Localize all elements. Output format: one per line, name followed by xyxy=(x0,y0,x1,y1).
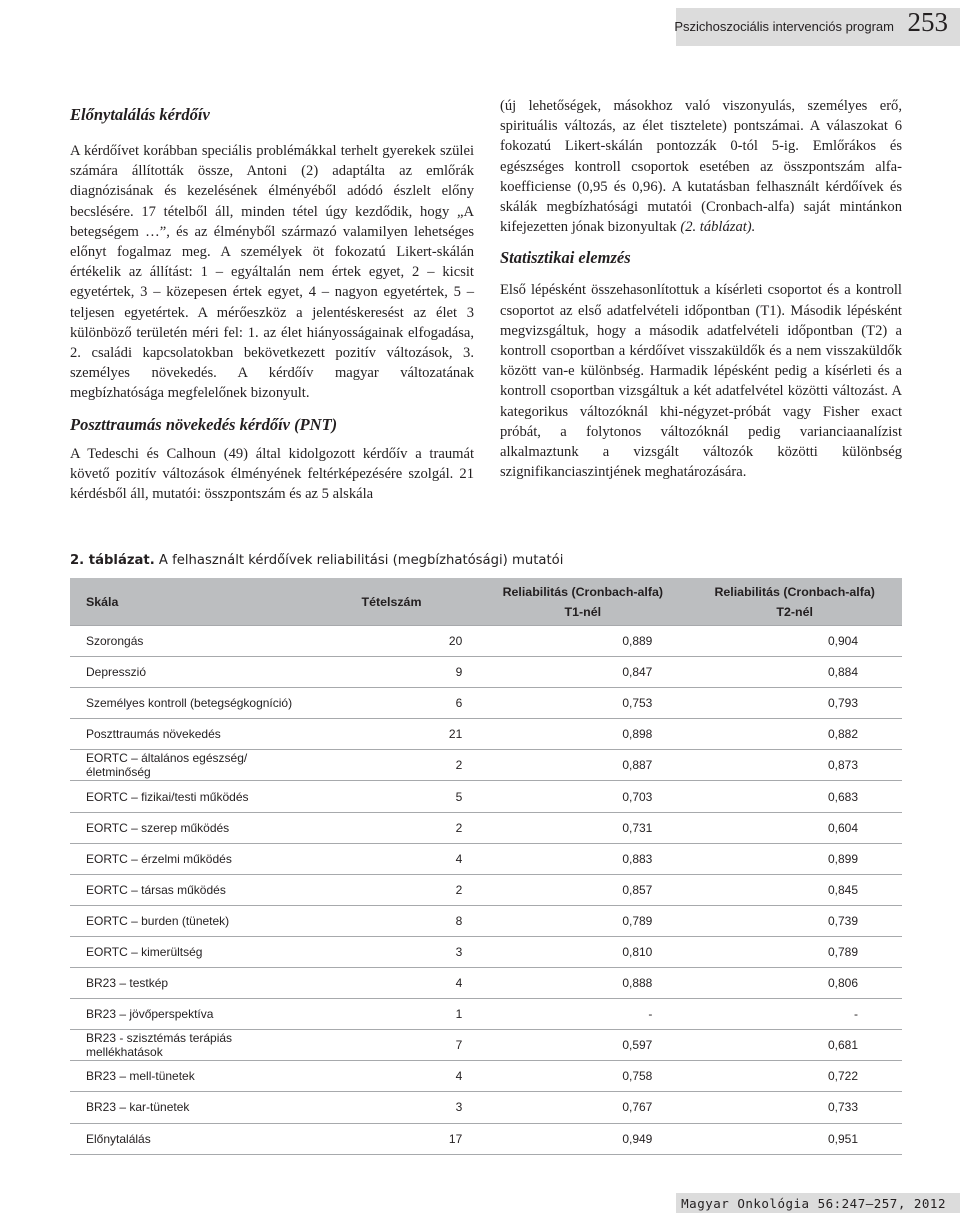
table-row xyxy=(70,999,902,1030)
section-heading-pnt: Poszttraumás növekedés kérdőív (PNT) xyxy=(70,414,338,434)
table-row xyxy=(70,812,902,843)
table-body xyxy=(70,626,902,1155)
table-row xyxy=(70,905,902,936)
cell-t1: 0,789 xyxy=(622,913,653,928)
header-scale: Skála xyxy=(86,594,119,609)
table-header xyxy=(70,578,902,626)
reliability-table-wrap xyxy=(70,578,902,1155)
cell-items: 1 xyxy=(455,1007,463,1022)
cell-t2: 0,683 xyxy=(827,789,858,804)
header-items: Tételszám xyxy=(361,594,422,609)
table-row xyxy=(70,781,902,812)
cell-items: 4 xyxy=(455,1069,463,1084)
cell-t2: 0,904 xyxy=(827,634,858,649)
body-paragraph: Első lépésként összehasonlítottuk a kísérleti csoportot és a kontroll csoportot az első adatfelvételi időpontban (T1). Második lépésként megvizsgáltuk, hogy a második adatfelvételi időpontban (T2) a kontroll csoportban a kérdőívet visszaküldők és a nem visszaküldők között van-e különbség. Harmadik lépésként pedig a kísérleti és a kontroll csoportban vizsgáltuk a két adatfelvétel közötti változást. A kategorikus változóknál khi-négyzet-próbát vagy Fisher exact próbát, a folytonos változóknál pedig varianciaanalízist alkalmaztunk a vizsgált változók közötti különbség szignifikanciaszintjének meghatározására. xyxy=(500,282,902,481)
cell-scale: EORTC – fizikai/testi működés xyxy=(86,789,249,804)
cell-t2: 0,681 xyxy=(827,1038,858,1053)
table-row xyxy=(70,750,902,781)
cell-t1: 0,810 xyxy=(622,944,653,959)
cell-items: 7 xyxy=(455,1038,463,1053)
cell-t2: 0,806 xyxy=(827,976,858,991)
running-title: Pszichoszociális intervenciós program xyxy=(674,19,894,34)
cell-items: 17 xyxy=(448,1131,463,1146)
cell-t1: 0,597 xyxy=(622,1038,653,1053)
cell-t2: 0,845 xyxy=(827,882,858,897)
cell-items: 3 xyxy=(455,944,463,959)
cell-scale: EORTC – szerep működés xyxy=(86,820,230,835)
header-t1-line1: Reliabilitás (Cronbach-alfa) xyxy=(502,584,663,599)
table-caption-number: 2. táblázat. xyxy=(70,553,155,568)
cell-t1: 0,889 xyxy=(622,634,653,649)
body-text: (új lehetőségek, másokhoz való viszonyulás, személyes erő, spirituális változás, az élet tisztelete) pontszámai. A válaszokat 6 fokozatú Likert-skálán pontozzák 0-tól 5-ig. Emlőrákos és egészséges kontroll csoportok esetében az összpontszám alfa-koefficiense (0,95 és 0,96). A kutatásban felhasznált kérdőívek és skálák megbízhatósági mutatói (Cronbach-alfa) saját mintánkon kifejezetten jónak bizonyultak xyxy=(500,98,902,236)
cell-scale: BR23 – kar-tünetek xyxy=(86,1100,190,1115)
cell-items: 2 xyxy=(455,820,463,835)
cell-scale: BR23 – mell-tünetek xyxy=(86,1069,195,1084)
cell-scale: Depresszió xyxy=(86,665,147,680)
cell-t1: 0,857 xyxy=(622,882,653,897)
cell-t2: 0,951 xyxy=(827,1131,858,1146)
cell-scale: EORTC – általános egészség/életminőség xyxy=(86,751,248,780)
section-heading-statisztikai: Statisztikai elemzés xyxy=(500,248,631,268)
cell-items: 8 xyxy=(455,913,463,928)
table-row xyxy=(70,968,902,999)
cell-scale: Poszttraumás növekedés xyxy=(86,727,221,742)
cell-items: 4 xyxy=(455,851,463,866)
body-paragraph: A Tedeschi és Calhoun (49) által kidolgozott kérdőív a traumát követő pozitív változások élményének feltérképezésére szolgál. 21 kérdésből áll, mutatói: összpontszám és az 5 alskála xyxy=(70,445,474,503)
table-row xyxy=(70,936,902,967)
table-reference: (2. táblázat). xyxy=(680,219,756,236)
header-t2-line1: Reliabilitás (Cronbach-alfa) xyxy=(714,584,875,599)
cell-t1: - xyxy=(648,1007,653,1022)
journal-citation: Magyar Onkológia 56:247–257, 2012 xyxy=(681,1196,946,1211)
cell-t2: 0,882 xyxy=(827,727,858,742)
cell-t1: 0,847 xyxy=(622,665,653,680)
cell-t1: 0,731 xyxy=(622,820,653,835)
cell-t1: 0,767 xyxy=(622,1100,653,1115)
cell-t1: 0,887 xyxy=(622,758,653,773)
cell-items: 2 xyxy=(455,758,463,773)
reliability-table xyxy=(70,578,902,1155)
table-row xyxy=(70,688,902,719)
table-row xyxy=(70,719,902,750)
cell-t2: - xyxy=(854,1007,858,1022)
table-row xyxy=(70,874,902,905)
cell-scale: EORTC – kimerültség xyxy=(86,944,203,959)
cell-t2: 0,722 xyxy=(827,1069,858,1084)
table-row xyxy=(70,843,902,874)
cell-scale: EORTC – társas működés xyxy=(86,882,226,897)
cell-scale: EORTC – burden (tünetek) xyxy=(86,913,230,928)
table-header-row xyxy=(70,578,902,626)
cell-items: 21 xyxy=(448,727,463,742)
cell-t2: 0,899 xyxy=(827,851,858,866)
body-paragraph xyxy=(500,96,902,237)
body-paragraph: A kérdőívet korábban speciális problémákkal terhelt gyerekek szülei számára állították össze, Antoni (2) adaptálta az emlőrák diagnózisának és kezelésének élményéből adódó észlelt előny becslésére. 17 tételből áll, minden tétel úgy kezdődik, hogy „A betegségem …”, és az élményből származó valamilyen lehetséges előnyt fogalmaz meg. A személyek öt fokozatú Likert-skálán értékelik az állítást: 1 – egyáltalán nem értek egyet, 2 – kicsit egyetértek, 3 – közepesen értek egyet, 4 – nagyon egyetértek, 5 – teljesen egyetértek. A mérőeszköz a jelentéskeresést az élet 3 különböző területén méri fel: 1. az élet hiányosságainak elfogadása, 2. családi kapcsolatokban bekövetkezett pozitív változások, 3. személyes növekedés. A kérdőív magyar változatának megbízhatósága megfelelőnek bizonyult. xyxy=(70,143,474,402)
cell-scale: Személyes kontroll (betegségkogníció) xyxy=(86,696,293,711)
table-row xyxy=(70,626,902,657)
cell-t2: 0,873 xyxy=(827,758,858,773)
section-heading-elonytalalas: Előnytalálás kérdőív xyxy=(70,105,210,124)
cell-t2: 0,884 xyxy=(827,665,858,680)
table-row xyxy=(70,1092,902,1123)
table-caption-text: A felhasznált kérdőívek reliabilitási (megbízhatósági) mutatói xyxy=(154,553,564,568)
cell-scale: Szorongás xyxy=(86,634,144,649)
cell-t1: 0,898 xyxy=(622,727,653,742)
right-column xyxy=(500,96,902,482)
cell-scale: BR23 - szisztémás terápiás mellékhatások xyxy=(86,1031,233,1060)
cell-items: 5 xyxy=(455,789,463,804)
cell-t1: 0,758 xyxy=(622,1069,653,1084)
cell-t2: 0,604 xyxy=(827,820,858,835)
header-t2 xyxy=(687,578,902,626)
cell-items: 9 xyxy=(455,665,463,680)
table-row xyxy=(70,657,902,688)
cell-t1: 0,753 xyxy=(622,696,653,711)
cell-t1: 0,888 xyxy=(622,976,653,991)
header-t1 xyxy=(478,578,687,626)
table-row xyxy=(70,1123,902,1154)
cell-t1: 0,949 xyxy=(622,1131,653,1146)
cell-scale: EORTC – érzelmi működés xyxy=(86,851,232,866)
table-row xyxy=(70,1061,902,1092)
table-row xyxy=(70,1030,902,1061)
header-t1-line2: T1-nél xyxy=(564,604,602,619)
cell-items: 20 xyxy=(448,634,463,649)
cell-t2: 0,733 xyxy=(827,1100,858,1115)
cell-items: 3 xyxy=(455,1100,463,1115)
cell-t1: 0,703 xyxy=(622,789,653,804)
cell-t2: 0,739 xyxy=(827,913,858,928)
cell-t2: 0,789 xyxy=(827,944,858,959)
cell-items: 6 xyxy=(455,696,463,711)
cell-items: 4 xyxy=(455,976,463,991)
cell-scale: BR23 – testkép xyxy=(86,976,169,991)
cell-scale: Előnytalálás xyxy=(86,1131,151,1146)
header-t2-line2: T2-nél xyxy=(776,604,813,619)
page-number: 253 xyxy=(907,7,948,37)
cell-t2: 0,793 xyxy=(827,696,858,711)
cell-items: 2 xyxy=(455,882,463,897)
left-column xyxy=(70,96,474,504)
table-caption xyxy=(70,553,563,568)
cell-t1: 0,883 xyxy=(622,851,653,866)
cell-scale: BR23 – jövőperspektíva xyxy=(86,1007,214,1022)
